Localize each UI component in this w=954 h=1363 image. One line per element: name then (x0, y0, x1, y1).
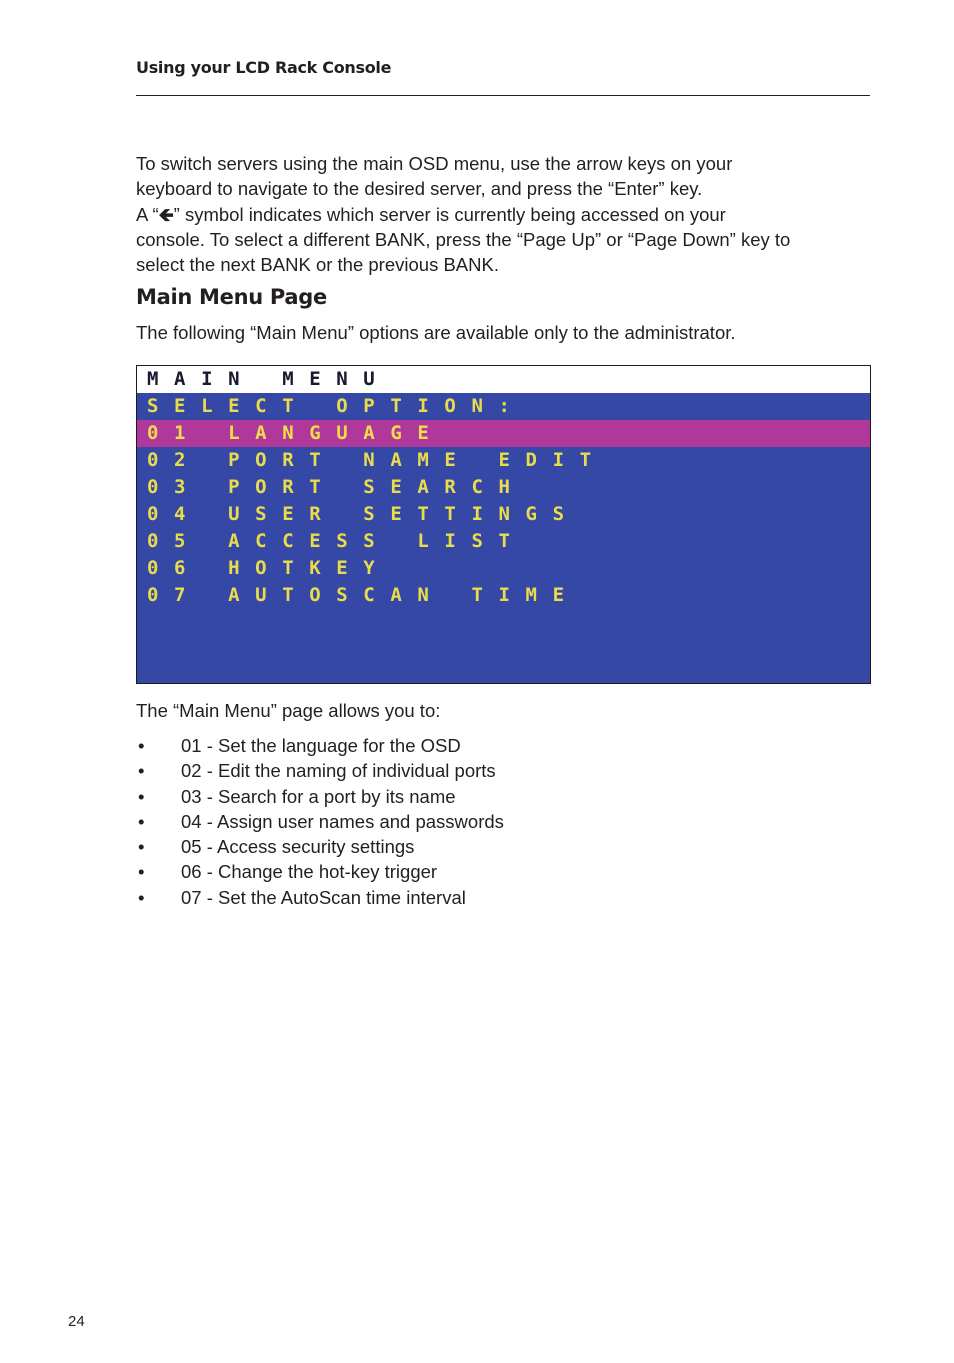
list-item-text: 02 - Edit the naming of individual ports (181, 760, 496, 782)
feature-list (136, 733, 504, 910)
bullet-icon: • (138, 760, 145, 782)
section-intro: The following “Main Menu” options are available only to the administrator. (136, 322, 736, 343)
list-item-text: 01 - Set the language for the OSD (181, 735, 461, 756)
osd-menu-item[interactable]: 05 ACCESS LIST (147, 530, 526, 552)
list-item (136, 784, 504, 809)
list-item-text: 03 - Search for a port by its name (181, 785, 456, 807)
symbol-post-text: ” symbol indicates which server is currently being accessed on your (173, 203, 726, 225)
intro-line-2: keyboard to navigate to the desired server, and press the “Enter” key. (136, 178, 703, 200)
osd-main-menu-screenshot (136, 365, 871, 684)
osd-menu-item[interactable]: 07 AUTOSCAN TIME (147, 584, 580, 606)
list-lead: The “Main Menu” page allows you to: (136, 700, 441, 721)
osd-menu-item[interactable]: 04 USER SETTINGS (147, 503, 580, 525)
list-item-text: 04 - Assign user names and passwords (181, 810, 504, 832)
osd-select-label: SELECT OPTION: (147, 395, 526, 417)
intro-line-1: To switch servers using the main OSD menu, use the arrow keys on your (136, 153, 733, 174)
header-rule (136, 95, 870, 96)
list-item (136, 859, 504, 884)
bullet-icon: • (138, 861, 145, 883)
list-item (136, 733, 504, 758)
intro-paragraph (136, 151, 870, 277)
list-item-text: 05 - Access security settings (181, 836, 415, 858)
list-item (136, 809, 504, 834)
bullet-icon: • (138, 886, 145, 908)
page-number: 24 (68, 1313, 85, 1330)
symbol-pre-text: A “ (136, 203, 159, 225)
osd-title: MAIN MENU (137, 366, 870, 393)
list-item (136, 758, 504, 783)
intro-line-5: select the next BANK or the previous BANK. (136, 254, 499, 276)
list-item (136, 834, 504, 859)
osd-menu-item[interactable]: 01 LANGUAGE (137, 420, 870, 447)
bullet-icon: • (138, 836, 145, 858)
bullet-icon: • (138, 735, 145, 756)
section-title: Main Menu Page (136, 285, 327, 309)
osd-menu-item[interactable]: 03 PORT SEARCH (147, 476, 526, 498)
left-arrow-icon: 🡸 (158, 203, 174, 225)
osd-menu-item[interactable]: 02 PORT NAME EDIT (147, 449, 607, 471)
list-item (136, 885, 504, 910)
list-item-text: 06 - Change the hot-key trigger (181, 861, 438, 883)
bullet-icon: • (138, 810, 145, 832)
list-item-text: 07 - Set the AutoScan time interval (181, 886, 466, 908)
osd-menu-item[interactable]: 06 HOTKEY (147, 557, 391, 579)
intro-line-4: console. To select a different BANK, press the “Page Up” or “Page Down” key to (136, 228, 791, 250)
intro-line-3 (136, 202, 870, 227)
bullet-icon: • (138, 785, 145, 807)
running-header: Using your LCD Rack Console (136, 58, 392, 77)
